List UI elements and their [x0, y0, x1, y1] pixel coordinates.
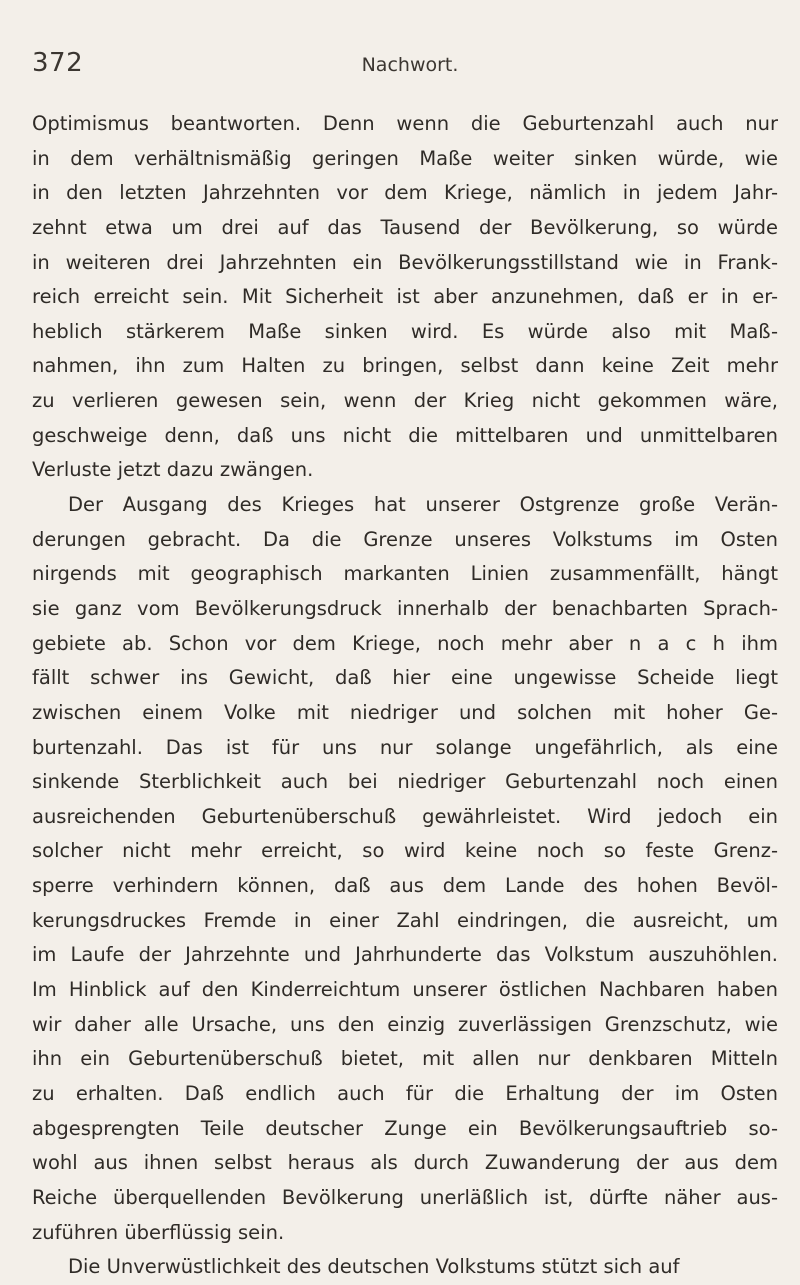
text-line: reich erreicht sein. Mit Sicherheit ist aber anzunehmen, daß er in er- [32, 285, 778, 309]
text-line: geschweige denn, daß uns nicht die mittelbaren und unmittelbaren [32, 423, 778, 447]
text-line: wir daher alle Ursache, uns den einzig zuverlässigen Grenzschutz, wie [32, 1012, 778, 1036]
text-line: heblich stärkerem Maße sinken wird. Es würde also mit Maß- [32, 319, 778, 343]
text-line: ihn ein Geburtenüberschuß bietet, mit allen nur denkbaren Mitteln [32, 1047, 778, 1071]
text-line: gebiete ab. Schon vor dem Kriege, noch mehr aber n a c h ihm [32, 631, 778, 655]
text-line: in den letzten Jahrzehnten vor dem Kriege, nämlich in jedem Jahr- [32, 181, 778, 205]
text-line: nirgends mit geographisch markanten Linien zusammenfällt, hängt [32, 562, 778, 586]
text-line: in weiteren drei Jahrzehnten ein Bevölkerungsstillstand wie in Frank- [32, 250, 778, 274]
text-line: im Laufe der Jahrzehnte und Jahrhunderte das Volkstum auszuhöhlen. [32, 943, 778, 967]
paragraph-end-line: zuführen überflüssig sein. [32, 1220, 285, 1244]
text-line: Reiche überquellenden Bevölkerung unerläßlich ist, dürfte näher aus- [32, 1185, 778, 1209]
text-line: ausreichenden Geburtenüberschuß gewährleistet. Wird jedoch ein [32, 804, 778, 828]
text-line: zu erhalten. Daß endlich auch für die Erhaltung der im Osten [32, 1081, 778, 1105]
text-line: fällt schwer ins Gewicht, daß hier eine ungewisse Scheide liegt [32, 666, 778, 690]
text-line: Im Hinblick auf den Kinderreichtum unserer östlichen Nachbaren haben [32, 978, 778, 1002]
page-number: 372 [32, 48, 84, 78]
body-text [32, 107, 778, 1285]
text-line: Optimismus beantworten. Denn wenn die Geburtenzahl auch nur [32, 112, 778, 135]
text-line: sperre verhindern können, daß aus dem Lande des hohen Bevöl- [32, 874, 778, 898]
text-line: zwischen einem Volke mit niedriger und solchen mit hoher Ge- [32, 700, 778, 724]
text-line: burtenzahl. Das ist für uns nur solange ungefährlich, als eine [32, 735, 778, 759]
text-line: zu verlieren gewesen sein, wenn der Krieg nicht gekommen wäre, [32, 389, 778, 413]
running-head: Nachwort. [361, 54, 459, 76]
paragraph-end-line: Verluste jetzt dazu zwängen. [32, 458, 314, 482]
paragraph-start-line: Die Unverwüstlichkeit des deutschen Volkstums stützt sich auf [68, 1255, 680, 1279]
text-line: in dem verhältnismäßig geringen Maße weiter sinken würde, wie [32, 146, 778, 170]
text-line: abgesprengten Teile deutscher Zunge ein Bevölkerungsauftrieb so- [32, 1116, 778, 1140]
text-line: nahmen, ihn zum Halten zu bringen, selbst dann keine Zeit mehr [32, 354, 778, 378]
text-line: sie ganz vom Bevölkerungsdruck innerhalb der benachbarten Sprach- [32, 596, 778, 620]
text-line: sinkende Sterblichkeit auch bei niedriger Geburtenzahl noch einen [32, 770, 778, 794]
paragraph-start-line: Der Ausgang des Krieges hat unserer Ostgrenze große Verän- [68, 493, 778, 517]
text-line: derungen gebracht. Da die Grenze unseres Volkstums im Osten [32, 527, 778, 551]
text-line: zehnt etwa um drei auf das Tausend der Bevölkerung, so würde [32, 215, 778, 239]
text-line: solcher nicht mehr erreicht, so wird keine noch so feste Grenz- [32, 839, 778, 863]
text-line: kerungsdruckes Fremde in einer Zahl eindringen, die ausreicht, um [32, 908, 778, 932]
text-line: wohl aus ihnen selbst heraus als durch Zuwanderung der aus dem [32, 1151, 778, 1175]
